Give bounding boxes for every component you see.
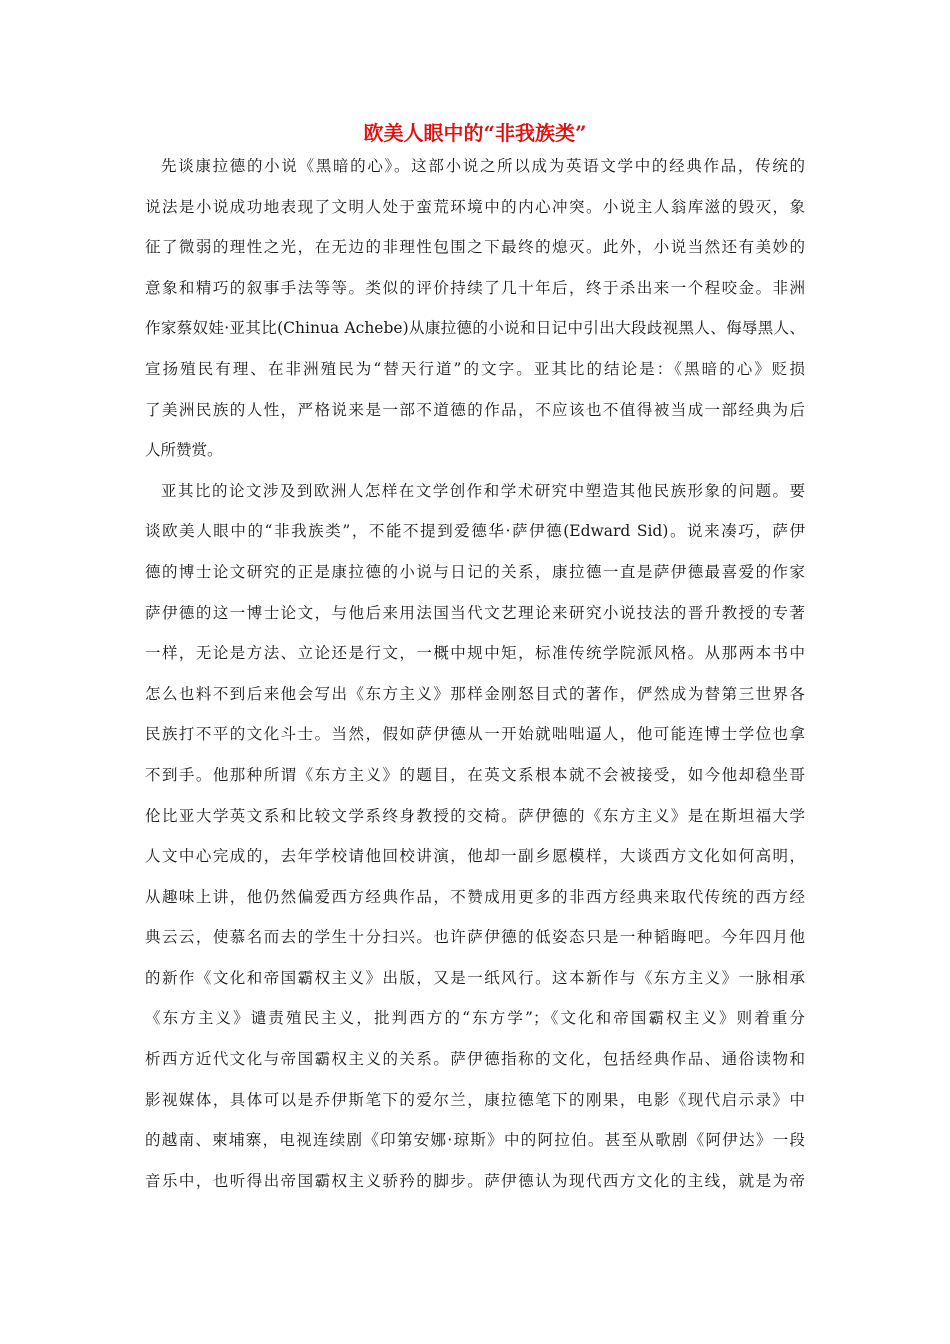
text-line: 怎么也料不到后来他会写出《东方主义》那样金刚怒目式的著作，俨然成为替第三世界各	[145, 684, 805, 703]
text-line: 人文中心完成的，去年学校请他回校讲演，他却一副乡愿模样，大谈西方文化如何高明，	[145, 847, 805, 866]
paragraph-1	[145, 146, 805, 471]
document-body	[145, 146, 805, 1201]
text-line: 的越南、柬埔寨，电视连续剧《印第安娜·琼斯》中的阿拉伯。甚至从歌剧《阿伊达》一段	[145, 1131, 805, 1150]
text-line: 意象和精巧的叙事手法等等。类似的评价持续了几十年后，终于杀出来一个程咬金。非洲	[145, 278, 805, 297]
text-line: 德的博士论文研究的正是康拉德的小说与日记的关系，康拉德一直是萨伊德最喜爱的作家	[145, 562, 805, 581]
text-line: 谈欧美人眼中的“非我族类”，不能不提到爱德华·萨伊德(Edward Sid)。说来凑巧，萨伊	[145, 522, 805, 541]
text-line: 征了微弱的理性之光，在无边的非理性包围之下最终的熄灭。此外，小说当然还有美妙的	[145, 238, 805, 257]
text-line: 一样，无论是方法、立论还是行文，一概中规中矩，标准传统学院派风格。从那两本书中	[145, 644, 805, 663]
text-line: 作家蔡奴娃·亚其比(Chinua Achebe)从康拉德的小说和日记中引出大段歧视黑人、侮辱黑人、	[145, 319, 805, 338]
text-line: 民族打不平的文化斗士。当然，假如萨伊德从一开始就咄咄逼人，他可能连博士学位也拿	[145, 725, 805, 744]
text-line: 伦比亚大学英文系和比较文学系终身教授的交椅。萨伊德的《东方主义》是在斯坦福大学	[145, 806, 805, 825]
text-line: 典云云，使慕名而去的学生十分扫兴。也许萨伊德的低姿态只是一种韬晦吧。今年四月他	[145, 928, 805, 947]
text-line: 的新作《文化和帝国霸权主义》出版，又是一纸风行。这本新作与《东方主义》一脉相承	[145, 968, 805, 987]
text-line: 亚其比的论文涉及到欧洲人怎样在文学创作和学术研究中塑造其他民族形象的问题。要	[161, 481, 805, 500]
text-line: 说法是小说成功地表现了文明人处于蛮荒环境中的内心冲突。小说主人翁库滋的毁灭，象	[145, 197, 805, 216]
document-title: 欧美人眼中的“非我族类”	[363, 121, 587, 145]
paragraph-2	[145, 471, 805, 1202]
text-line: 从趣味上讲，他仍然偏爱西方经典作品，不赞成用更多的非西方经典来取代传统的西方经	[145, 887, 805, 906]
text-line: 析西方近代文化与帝国霸权主义的关系。萨伊德指称的文化，包括经典作品、通俗读物和	[145, 1050, 805, 1069]
text-line: 不到手。他那种所谓《东方主义》的题目，在英文系根本就不会被接受，如今他却稳坐哥	[145, 765, 805, 784]
text-line: 了美洲民族的人性，严格说来是一部不道德的作品，不应该也不值得被当成一部经典为后	[145, 400, 805, 419]
text-line: 宣扬殖民有理、在非洲殖民为“替天行道”的文字。亚其比的结论是：《黑暗的心》贬损	[145, 359, 805, 378]
text-line: 人所赞赏。	[145, 441, 223, 460]
text-line: 《东方主义》谴责殖民主义，批判西方的“东方学”；《文化和帝国霸权主义》则着重分	[145, 1009, 805, 1028]
text-line: 先谈康拉德的小说《黑暗的心》。这部小说之所以成为英语文学中的经典作品，传统的	[161, 157, 805, 175]
text-line: 影视媒体，具体可以是乔伊斯笔下的爱尔兰，康拉德笔下的刚果，电影《现代启示录》中	[145, 1090, 805, 1109]
text-line: 音乐中，也听得出帝国霸权主义骄矜的脚步。萨伊德认为现代西方文化的主线，就是为帝	[145, 1171, 805, 1190]
text-line: 萨伊德的这一博士论文，与他后来用法国当代文艺理论来研究小说技法的晋升教授的专著	[145, 603, 805, 622]
